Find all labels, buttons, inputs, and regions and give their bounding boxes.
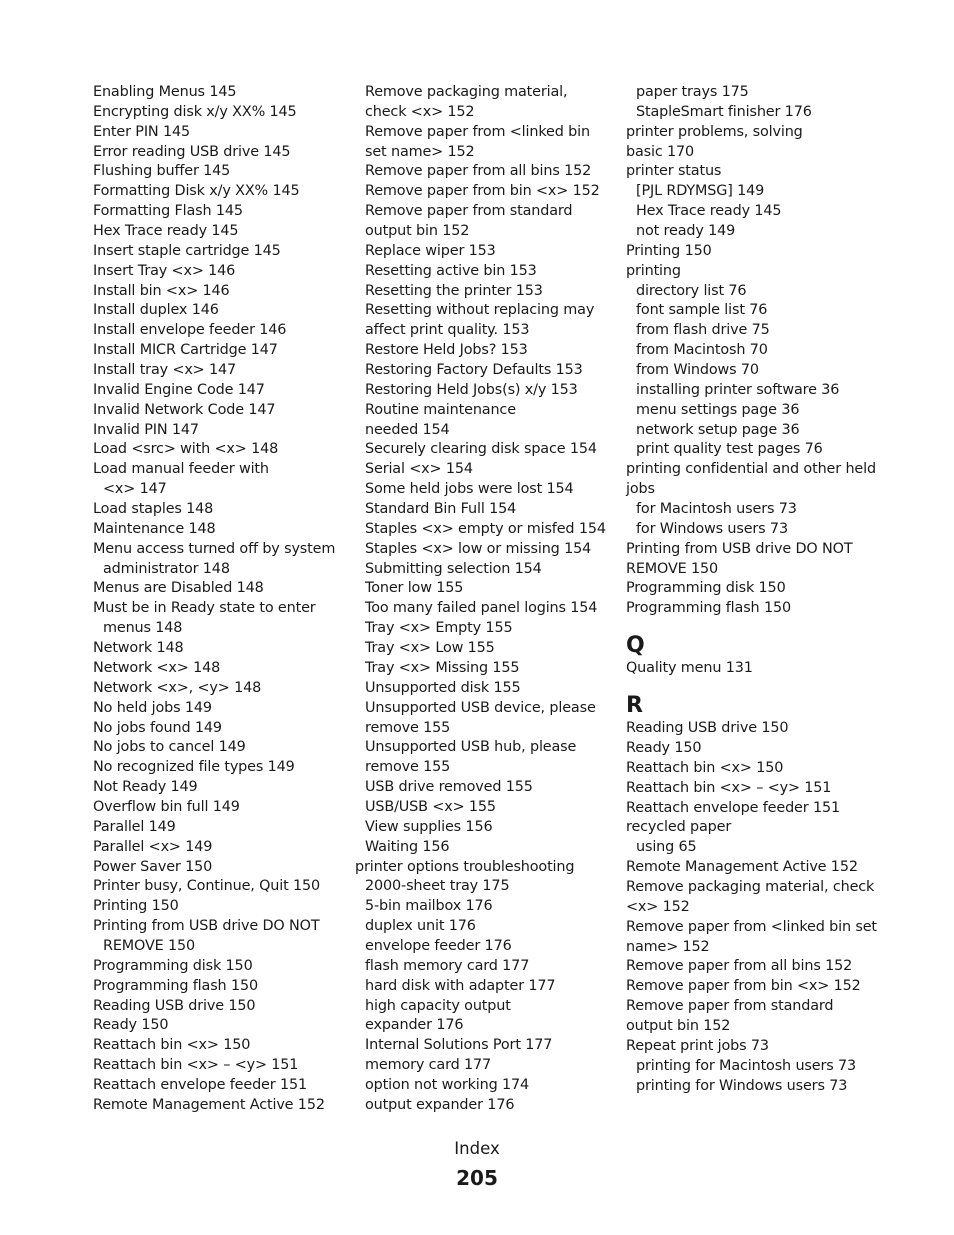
index-entry: Formatting Flash 145 xyxy=(93,203,243,220)
index-subentry: Toner low 155 xyxy=(365,580,464,597)
index-entry: Ready 150 xyxy=(93,1017,169,1034)
index-subentry: printing for Macintosh users 73 xyxy=(636,1057,857,1074)
index-subentry: set name> 152 xyxy=(365,143,475,160)
index-entry: Printing 150 xyxy=(93,898,179,915)
index-entry: Install MICR Cartridge 147 xyxy=(93,342,278,359)
index-column-1 xyxy=(93,83,348,1116)
index-subentry: font sample list 76 xyxy=(636,302,768,319)
index-column-3 xyxy=(626,83,888,1096)
index-entry: No held jobs 149 xyxy=(93,699,212,716)
index-subentry: Resetting without replacing may xyxy=(365,302,595,319)
index-subentry: Routine maintenance xyxy=(365,401,516,418)
index-entry: Remote Management Active 152 xyxy=(93,1096,325,1113)
index-entry: printing confidential and other held xyxy=(626,461,876,478)
index-letter-heading: R xyxy=(626,693,643,719)
index-entry: Reattach envelope feeder 151 xyxy=(93,1076,307,1093)
index-letter-heading: Q xyxy=(626,633,645,659)
index-subentry: Restore Held Jobs? 153 xyxy=(365,342,528,359)
index-subentry: USB/USB <x> 155 xyxy=(365,798,496,815)
index-entry: jobs xyxy=(626,481,655,498)
index-subentry: from Windows 70 xyxy=(636,362,759,379)
index-entry: Menus are Disabled 148 xyxy=(93,580,264,597)
index-entry: Install envelope feeder 146 xyxy=(93,322,287,339)
index-entry: Insert Tray <x> 146 xyxy=(93,262,236,279)
index-subentry: Standard Bin Full 154 xyxy=(365,501,517,518)
index-entry: Load manual feeder with xyxy=(93,461,269,478)
index-subentry: Hex Trace ready 145 xyxy=(636,203,782,220)
index-subentry: for Windows users 73 xyxy=(636,520,788,537)
index-subentry: Tray <x> Low 155 xyxy=(365,640,495,657)
index-subentry: Resetting the printer 153 xyxy=(365,282,543,299)
index-subentry: network setup page 36 xyxy=(636,421,800,438)
index-subentry: Remove paper from all bins 152 xyxy=(365,163,592,180)
index-subentry: check <x> 152 xyxy=(365,103,475,120)
index-entry: Remove packaging material, check xyxy=(626,878,875,895)
index-entry: Install duplex 146 xyxy=(93,302,219,319)
index-subentry: View supplies 156 xyxy=(365,818,493,835)
index-entry: Parallel 149 xyxy=(93,818,176,835)
index-entry: recycled paper xyxy=(626,819,732,836)
index-subentry: menu settings page 36 xyxy=(636,401,800,418)
index-column-2 xyxy=(355,83,617,1116)
index-subentry: Too many failed panel logins 154 xyxy=(365,600,598,617)
index-subentry: administrator 148 xyxy=(103,560,230,577)
index-subentry: Some held jobs were lost 154 xyxy=(365,481,574,498)
index-subentry: Internal Solutions Port 177 xyxy=(365,1037,553,1054)
index-entry: Load staples 148 xyxy=(93,501,214,518)
index-entry: Printer busy, Continue, Quit 150 xyxy=(93,878,321,895)
index-entry: Must be in Ready state to enter xyxy=(93,600,316,617)
index-entry: Reattach bin <x> 150 xyxy=(93,1037,251,1054)
index-subentry: output expander 176 xyxy=(365,1096,515,1113)
index-subentry: from flash drive 75 xyxy=(636,322,770,339)
index-subentry: Tray <x> Empty 155 xyxy=(365,620,513,637)
index-entry: Flushing buffer 145 xyxy=(93,163,231,180)
index-entry: Reattach bin <x> – <y> 151 xyxy=(626,779,832,796)
index-entry: Load <src> with <x> 148 xyxy=(93,441,279,458)
index-entry: Remove paper from <linked bin set xyxy=(626,918,877,935)
index-entry: printer problems, solving xyxy=(626,123,803,140)
index-subentry: StapleSmart finisher 176 xyxy=(636,103,812,120)
index-entry: output bin 152 xyxy=(626,1017,731,1034)
index-subentry: duplex unit 176 xyxy=(365,918,476,935)
index-entry: Remove paper from standard xyxy=(626,998,834,1015)
index-subentry: expander 176 xyxy=(365,1017,464,1034)
index-entry: name> 152 xyxy=(626,938,710,955)
index-entry: Reattach bin <x> 150 xyxy=(626,759,784,776)
index-subentry: remove 155 xyxy=(365,719,451,736)
index-subentry: flash memory card 177 xyxy=(365,957,530,974)
index-subentry: directory list 76 xyxy=(636,282,747,299)
index-entry: Programming flash 150 xyxy=(626,600,791,617)
index-entry: Hex Trace ready 145 xyxy=(93,223,239,240)
index-entry: Power Saver 150 xyxy=(93,858,213,875)
index-subentry: hard disk with adapter 177 xyxy=(365,977,556,994)
index-entry: Overflow bin full 149 xyxy=(93,798,240,815)
index-subentry: using 65 xyxy=(636,839,697,856)
index-entry: Enter PIN 145 xyxy=(93,123,190,140)
index-subentry: Serial <x> 154 xyxy=(365,461,473,478)
index-entry: Network 148 xyxy=(93,640,184,657)
index-entry: Ready 150 xyxy=(626,739,702,756)
index-entry: printer options troubleshooting xyxy=(355,858,575,875)
index-subentry: Restoring Factory Defaults 153 xyxy=(365,362,583,379)
index-entry: Enabling Menus 145 xyxy=(93,84,237,100)
index-subentry: [PJL RDYMSG] 149 xyxy=(636,183,765,200)
index-subentry: affect print quality. 153 xyxy=(365,322,530,339)
index-subentry: Unsupported USB hub, please xyxy=(365,739,577,756)
index-entry: Install bin <x> 146 xyxy=(93,282,230,299)
index-entry: Quality menu 131 xyxy=(626,660,753,677)
index-entry: Reading USB drive 150 xyxy=(626,720,789,737)
index-subentry: 2000-sheet tray 175 xyxy=(365,878,510,895)
index-entry: Printing from USB drive DO NOT xyxy=(93,918,320,935)
index-subentry: Tray <x> Missing 155 xyxy=(365,659,520,676)
index-entry: Printing from USB drive DO NOT xyxy=(626,540,853,557)
index-entry: No recognized file types 149 xyxy=(93,759,295,776)
index-entry: REMOVE 150 xyxy=(626,560,719,577)
index-subentry: USB drive removed 155 xyxy=(365,779,533,796)
index-subentry: Waiting 156 xyxy=(365,838,450,855)
index-entry: Invalid Engine Code 147 xyxy=(93,381,265,398)
index-entry: Reattach envelope feeder 151 xyxy=(626,799,840,816)
index-subentry: Unsupported disk 155 xyxy=(365,679,521,696)
index-entry: Reading USB drive 150 xyxy=(93,997,256,1014)
index-subentry: option not working 174 xyxy=(365,1076,530,1093)
index-subentry: REMOVE 150 xyxy=(103,937,196,954)
index-entry: <x> 152 xyxy=(626,898,690,915)
index-entry: Programming disk 150 xyxy=(93,957,253,974)
index-entry: printing xyxy=(626,262,681,279)
index-entry: Network <x> 148 xyxy=(93,659,221,676)
index-subentry: output bin 152 xyxy=(365,223,470,240)
index-subentry: Unsupported USB device, please xyxy=(365,699,596,716)
index-entry: Insert staple cartridge 145 xyxy=(93,242,281,259)
index-entry: Repeat print jobs 73 xyxy=(626,1037,769,1054)
index-subentry: remove 155 xyxy=(365,759,451,776)
index-subentry: Remove paper from bin <x> 152 xyxy=(365,183,600,200)
index-entry: Maintenance 148 xyxy=(93,520,216,537)
index-subentry: 5-bin mailbox 176 xyxy=(365,898,493,915)
index-entry: Remove paper from all bins 152 xyxy=(626,958,853,975)
index-subentry: paper trays 175 xyxy=(636,84,749,100)
index-subentry: Replace wiper 153 xyxy=(365,242,496,259)
index-subentry: Restoring Held Jobs(s) x/y 153 xyxy=(365,381,578,398)
index-entry: Encrypting disk x/y XX% 145 xyxy=(93,103,297,120)
index-subentry: high capacity output xyxy=(365,997,511,1014)
index-subentry: print quality test pages 76 xyxy=(636,441,823,458)
index-subentry: printing for Windows users 73 xyxy=(636,1077,848,1094)
index-entry: Reattach bin <x> – <y> 151 xyxy=(93,1057,299,1074)
index-entry: Network <x>, <y> 148 xyxy=(93,679,262,696)
index-subentry: for Macintosh users 73 xyxy=(636,501,797,518)
index-subentry: <x> 147 xyxy=(103,481,167,498)
index-entry: basic 170 xyxy=(626,143,695,160)
index-subentry: Securely clearing disk space 154 xyxy=(365,441,597,458)
index-subentry: Submitting selection 154 xyxy=(365,560,542,577)
footer-section-label: Index xyxy=(454,1139,500,1158)
index-entry: Programming disk 150 xyxy=(626,580,786,597)
index-entry: Menu access turned off by system xyxy=(93,540,336,557)
index-subentry: Remove paper from standard xyxy=(365,203,573,220)
index-entry: Remote Management Active 152 xyxy=(626,859,858,876)
index-entry: printer status xyxy=(626,163,722,180)
index-subentry: Staples <x> empty or misfed 154 xyxy=(365,520,606,537)
page-number: 205 xyxy=(456,1166,498,1190)
index-subentry: memory card 177 xyxy=(365,1057,492,1074)
index-subentry: needed 154 xyxy=(365,421,450,438)
index-entry: Install tray <x> 147 xyxy=(93,362,237,379)
index-subentry: not ready 149 xyxy=(636,223,736,240)
index-entry: Printing 150 xyxy=(626,242,712,259)
index-subentry: Staples <x> low or missing 154 xyxy=(365,540,592,557)
index-subentry: Remove paper from <linked bin xyxy=(365,123,590,140)
index-entry: Error reading USB drive 145 xyxy=(93,143,291,160)
index-entry: Formatting Disk x/y XX% 145 xyxy=(93,183,300,200)
index-entry: No jobs found 149 xyxy=(93,719,222,736)
index-subentry: menus 148 xyxy=(103,620,183,637)
index-subentry: Remove packaging material, xyxy=(365,84,568,100)
index-entry: Invalid PIN 147 xyxy=(93,421,199,438)
index-entry: Remove paper from bin <x> 152 xyxy=(626,978,861,995)
index-subentry: installing printer software 36 xyxy=(636,381,840,398)
index-subentry: envelope feeder 176 xyxy=(365,937,512,954)
index-subentry: Resetting active bin 153 xyxy=(365,262,537,279)
index-entry: Not Ready 149 xyxy=(93,779,198,796)
index-entry: Parallel <x> 149 xyxy=(93,838,213,855)
index-entry: No jobs to cancel 149 xyxy=(93,739,246,756)
index-subentry: from Macintosh 70 xyxy=(636,342,768,359)
index-entry: Invalid Network Code 147 xyxy=(93,401,276,418)
index-entry: Programming flash 150 xyxy=(93,977,258,994)
